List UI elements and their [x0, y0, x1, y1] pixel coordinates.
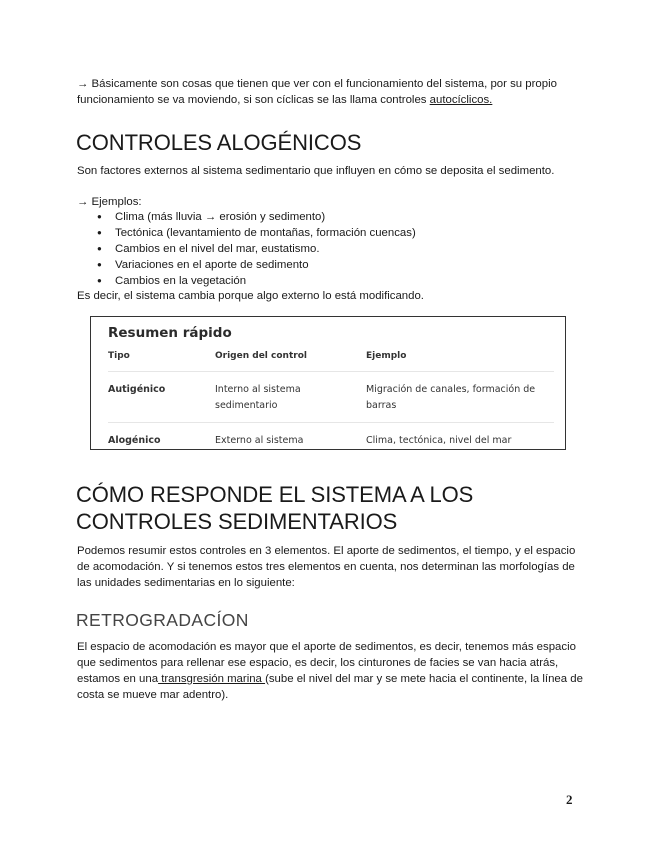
alogenicos-conclusion: Es decir, el sistema cambia porque algo externo lo está modificando.: [77, 290, 424, 302]
list-item: ● Variaciones en el aporte de sedimento: [97, 257, 416, 273]
list-item: ● Cambios en la vegetación: [97, 273, 416, 289]
column-header-tipo: Tipo: [108, 351, 130, 361]
heading-como-responde: CÓMO RESPONDE EL SISTEMA A LOS CONTROLES SEDIMENTARIOS: [76, 482, 474, 534]
column-header-ejemplo: Ejemplo: [366, 351, 407, 361]
retrogradacion-text: El espacio de acomodación es mayor que el aporte de sedimentos, es decir, tenemos más espacio que sedimentos para rellenar ese espacio, es decir, los cinturones de facies se van hacia atrás, estamos en una: [77, 641, 576, 685]
heading-retrogradacion: RETROGRADACÍON: [76, 610, 249, 630]
examples-label: → Ejemplos:: [77, 196, 142, 208]
list-item: ● Tectónica (levantamiento de montañas, formación cuencas): [97, 225, 416, 241]
summary-title: Resumen rápido: [108, 325, 232, 341]
intro-text: → Básicamente son cosas que tienen que ver con el funcionamiento del sistema, por su propio funcionamiento se va moviendo, si son cíclicas se las llama controles: [77, 78, 557, 106]
table-cell: Alogénico: [108, 423, 215, 458]
table-cell: Autigénico: [108, 372, 215, 423]
summary-box: [90, 316, 566, 450]
retrogradacion-text-end: (sube el nivel del mar y se mete hacia el continente, la línea de costa se mueve mar adentro).: [77, 673, 583, 701]
alogenicos-definition: Son factores externos al sistema sedimentario que influyen en cómo se deposita el sedimento.: [77, 165, 555, 177]
transgresion-marina-link[interactable]: transgresión marina: [158, 673, 266, 685]
table-cell: Externo al sistema: [215, 423, 366, 458]
autociclicos-link[interactable]: autocíclicos.: [429, 94, 493, 106]
page-number: 2: [566, 792, 573, 807]
heading-controles-alogenicos: CONTROLES ALOGÉNICOS: [76, 130, 362, 155]
list-item: ● Clima (más lluvia → erosión y sedimento): [97, 209, 416, 225]
table-cell: Clima, tectónica, nivel del mar: [366, 423, 554, 458]
list-item: ● Cambios en el nivel del mar, eustatismo.: [97, 241, 416, 257]
table-cell: Interno al sistema sedimentario: [215, 372, 366, 423]
intro-paragraph: [77, 76, 587, 108]
table-row: [108, 372, 554, 423]
table-row: [108, 423, 554, 458]
column-header-origen: Origen del control: [215, 351, 307, 361]
examples-list: [97, 209, 416, 289]
table-cell: Migración de canales, formación de barras: [366, 372, 554, 423]
response-paragraph: Podemos resumir estos controles en 3 elementos. El aporte de sedimentos, el tiempo, y el espacio de acomodación. Y si tenemos estos tres elementos en cuenta, nos determinan las morfologías de las unidades sedimentarias en lo siguiente:: [77, 545, 576, 589]
summary-table: [108, 351, 554, 457]
retrogradacion-paragraph: [77, 639, 587, 703]
table-header-row: [108, 351, 554, 372]
